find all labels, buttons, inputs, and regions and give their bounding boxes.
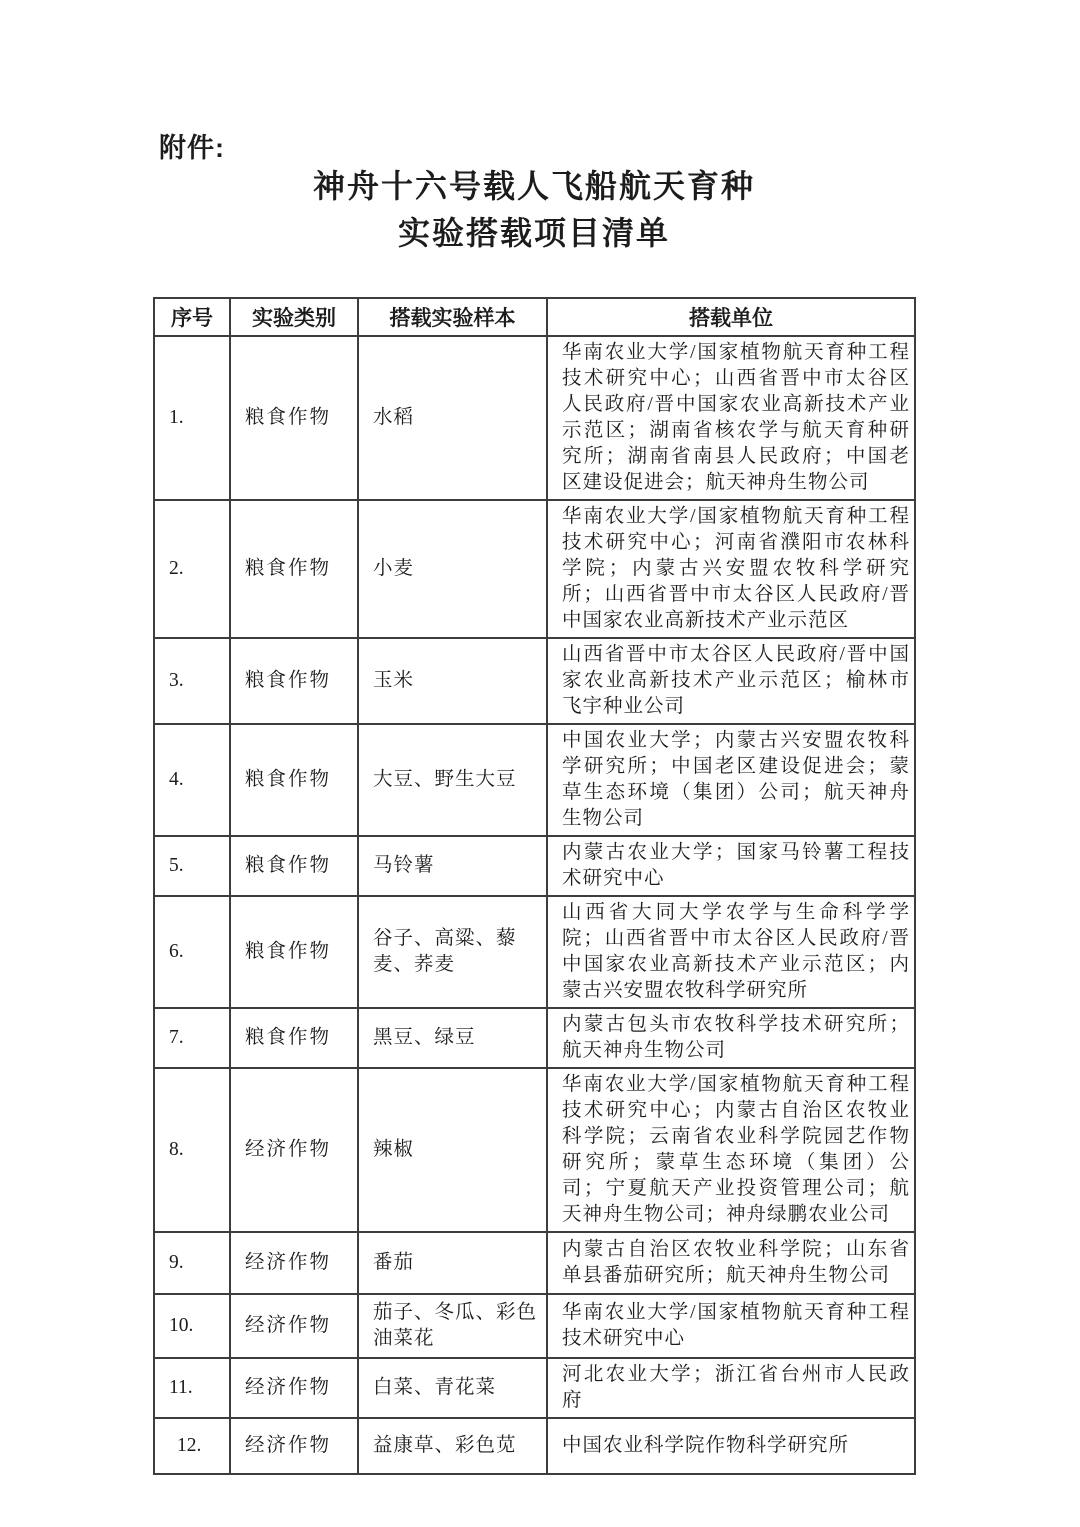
- table-row: [154, 1294, 915, 1358]
- cell-sample: 大豆、野生大豆: [358, 724, 547, 836]
- cell-units: 华南农业大学/国家植物航天育种工程技术研究中心；内蒙古自治区农牧业科学院；云南省农业科学院园艺作物研究所；蒙草生态环境（集团）公司；宁夏航天产业投资管理公司；航天神舟生物公司；神舟绿鹏农业公司: [547, 1068, 915, 1232]
- cell-units: 内蒙古自治区农牧业科学院；山东省单县番茄研究所；航天神舟生物公司: [547, 1232, 915, 1294]
- cell-serial-number: 11.: [154, 1358, 230, 1418]
- cell-category: 粮食作物: [230, 896, 358, 1008]
- cell-sample: 谷子、高粱、藜麦、荞麦: [358, 896, 547, 1008]
- document-title-line1: 神舟十六号载人飞船航天育种: [312, 168, 755, 204]
- cell-serial-number: 4.: [154, 724, 230, 836]
- cell-category: 粮食作物: [230, 724, 358, 836]
- cell-category: 经济作物: [230, 1294, 358, 1358]
- column-header-category: 实验类别: [230, 298, 358, 336]
- cell-serial-number: 2.: [154, 500, 230, 638]
- cell-units: 华南农业大学/国家植物航天育种工程技术研究中心；河南省濮阳市农林科学院；内蒙古兴安盟农牧科学研究所；山西省晋中市太谷区人民政府/晋中国家农业高新技术产业示范区: [547, 500, 915, 638]
- document-title-line2: 实验搭载项目清单: [397, 215, 670, 251]
- cell-serial-number: 6.: [154, 896, 230, 1008]
- cell-units: 华南农业大学/国家植物航天育种工程技术研究中心: [547, 1294, 915, 1358]
- table-row: [154, 1418, 915, 1474]
- column-header-sample: 搭载实验样本: [358, 298, 547, 336]
- cell-units: 中国农业科学院作物科学研究所: [547, 1418, 915, 1474]
- cell-units: 华南农业大学/国家植物航天育种工程技术研究中心；山西省晋中市太谷区人民政府/晋中国家农业高新技术产业示范区；湖南省核农学与航天育种研究所；湖南省南县人民政府；中国老区建设促进会；航天神舟生物公司: [547, 336, 915, 500]
- cell-category: 经济作物: [230, 1418, 358, 1474]
- cell-category: 粮食作物: [230, 500, 358, 638]
- cell-sample: 白菜、青花菜: [358, 1358, 547, 1418]
- document-title: [0, 163, 1068, 257]
- table-row: [154, 336, 915, 500]
- cell-units: 河北农业大学；浙江省台州市人民政府: [547, 1358, 915, 1418]
- cell-sample: 小麦: [358, 500, 547, 638]
- cell-sample: 水稻: [358, 336, 547, 500]
- table-header-row: [154, 298, 915, 336]
- cell-sample: 马铃薯: [358, 836, 547, 896]
- cell-units: 中国农业大学；内蒙古兴安盟农牧科学研究所；中国老区建设促进会；蒙草生态环境（集团）公司；航天神舟生物公司: [547, 724, 915, 836]
- cell-serial-number: 10.: [154, 1294, 230, 1358]
- table-row: [154, 836, 915, 896]
- cell-serial-number: 3.: [154, 638, 230, 724]
- cell-serial-number: 1.: [154, 336, 230, 500]
- cell-sample: 番茄: [358, 1232, 547, 1294]
- cell-sample: 茄子、冬瓜、彩色油菜花: [358, 1294, 547, 1358]
- cell-category: 粮食作物: [230, 336, 358, 500]
- cell-units: 内蒙古农业大学；国家马铃薯工程技术研究中心: [547, 836, 915, 896]
- cell-serial-number: 8.: [154, 1068, 230, 1232]
- cell-serial-number: 12.: [154, 1418, 230, 1474]
- cell-category: 经济作物: [230, 1068, 358, 1232]
- table-row: [154, 1068, 915, 1232]
- cell-serial-number: 5.: [154, 836, 230, 896]
- cell-category: 经济作物: [230, 1232, 358, 1294]
- cell-sample: 黑豆、绿豆: [358, 1008, 547, 1068]
- cell-serial-number: 9.: [154, 1232, 230, 1294]
- cell-units: 内蒙古包头市农牧科学技术研究所；航天神舟生物公司: [547, 1008, 915, 1068]
- payload-project-table: [153, 297, 916, 1475]
- cell-sample: 玉米: [358, 638, 547, 724]
- cell-sample: 辣椒: [358, 1068, 547, 1232]
- column-header-unit: 搭载单位: [547, 298, 915, 336]
- table-row: [154, 1358, 915, 1418]
- table-row: [154, 896, 915, 1008]
- table-row: [154, 1232, 915, 1294]
- cell-units: 山西省晋中市太谷区人民政府/晋中国家农业高新技术产业示范区；榆林市飞宇种业公司: [547, 638, 915, 724]
- table-row: [154, 1008, 915, 1068]
- cell-serial-number: 7.: [154, 1008, 230, 1068]
- cell-category: 粮食作物: [230, 836, 358, 896]
- cell-category: 经济作物: [230, 1358, 358, 1418]
- table-row: [154, 500, 915, 638]
- table-row: [154, 724, 915, 836]
- cell-category: 粮食作物: [230, 638, 358, 724]
- attachment-label: 附件:: [159, 133, 225, 163]
- cell-sample: 益康草、彩色苋: [358, 1418, 547, 1474]
- cell-units: 山西省大同大学农学与生命科学学院；山西省晋中市太谷区人民政府/晋中国家农业高新技术产业示范区；内蒙古兴安盟农牧科学研究所: [547, 896, 915, 1008]
- cell-category: 粮食作物: [230, 1008, 358, 1068]
- table-row: [154, 638, 915, 724]
- column-header-serial: 序号: [154, 298, 230, 336]
